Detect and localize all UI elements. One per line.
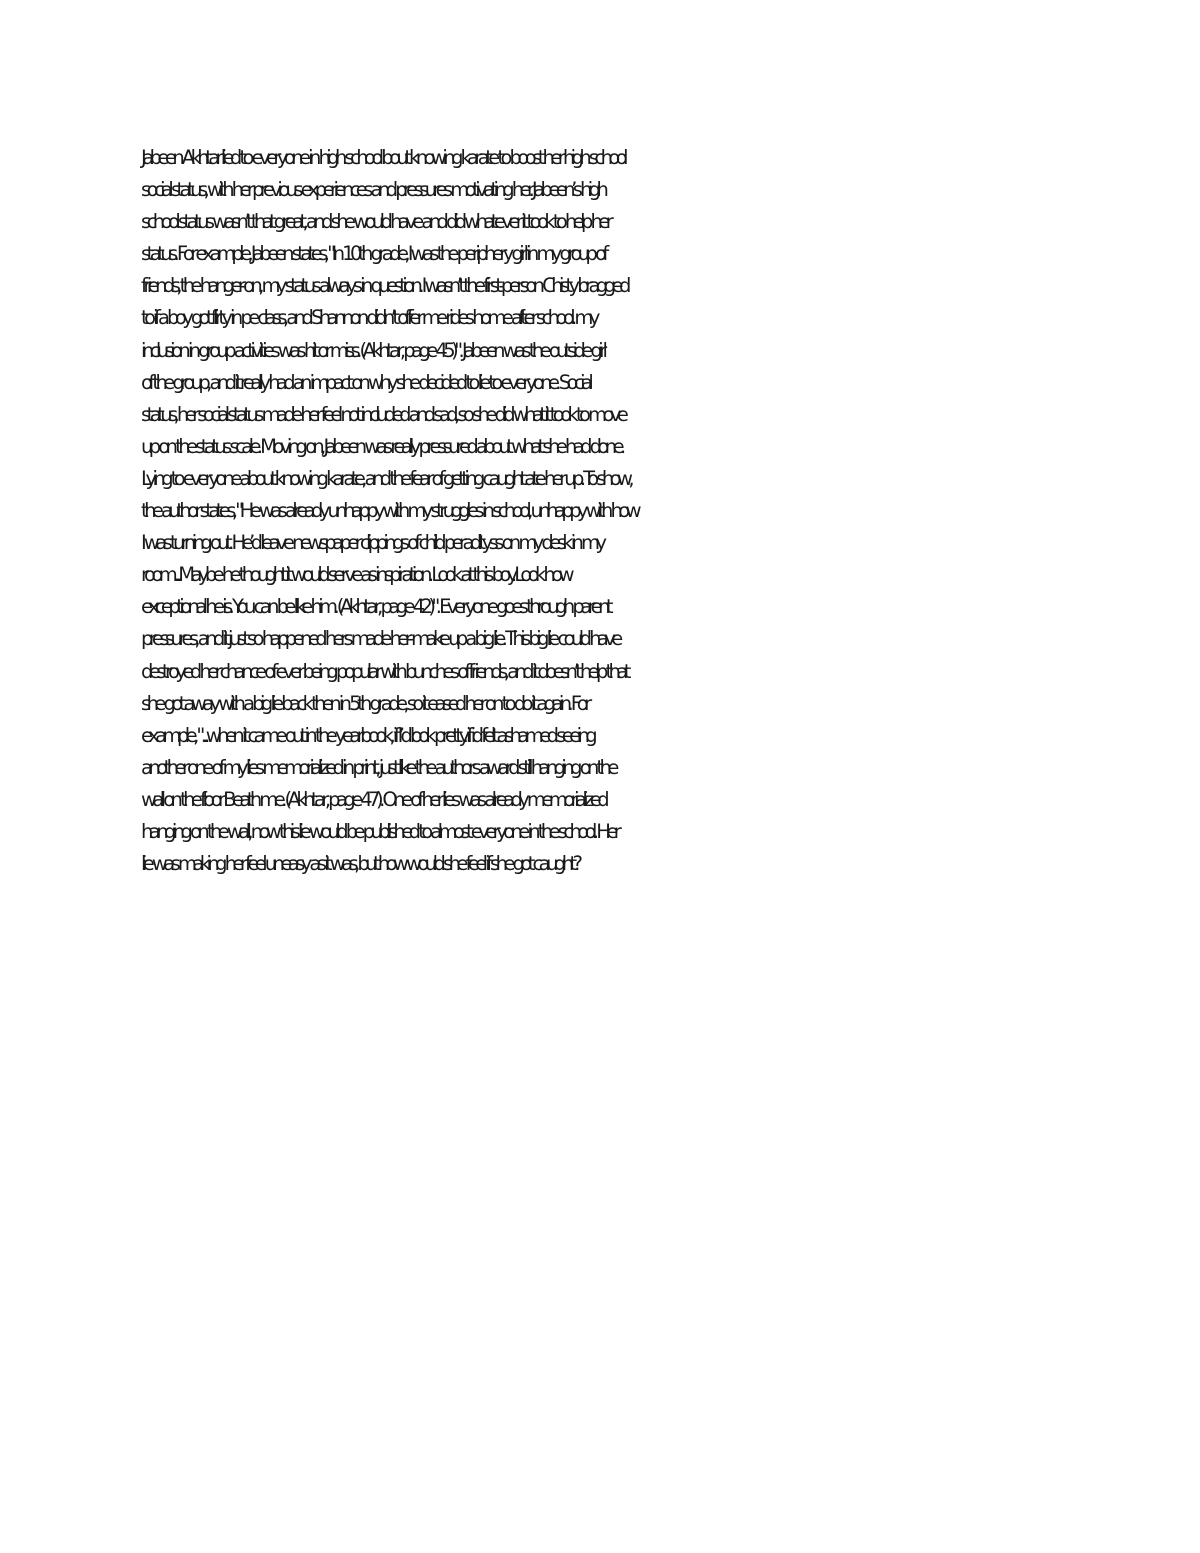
paragraph-line: social status, with her previous experiences and pressures motivating her. Jabeen’s high — [141, 178, 605, 202]
paragraph-line: inclusion in group activities was hit or miss. (Akhtar, page 45)". Jabeen was the outside girl — [141, 338, 604, 362]
paragraph-line: room...Maybe he thought it would serve as inspiration. Look at this boy. Look how — [141, 563, 570, 587]
paragraph-line: wall on the floor Beath me. (Akhtar, page 47). One of her lies was already memorialized — [141, 787, 606, 811]
paragraph-line: pressures, and it just so happened hers made her- make up a big lie. This big lie could have — [141, 627, 619, 651]
paragraph-line: school status wasn’t that great, and she would have and did whatever it took to help her — [141, 210, 610, 234]
paragraph-line: she got away with a big lie back then in 5th grade, so it eased her on to do it again. For — [141, 691, 588, 715]
paragraph-line: up on the status scale. Moving on, Jabeen was really pressured about what she had done. — [141, 434, 622, 458]
paragraph-line: of the group, and it really had an impact on why she decided to lie to everyone. Social — [141, 370, 590, 394]
paragraph-line: I was turning out. He’d leave newspaper clippings of child peradityss on my desk in my — [141, 531, 603, 555]
paragraph-line: exceptional he is. You can be like him. (Akhtar, page 42)". Everyone goes through parent — [141, 595, 609, 619]
paragraph-line: example, "...when it came out in the yearbook, if I’d look pretty. if id felt ashamed seeing — [141, 723, 594, 747]
paragraph-line: the author states, "He was already unhappy with my struggles in school, unhappy with how — [141, 499, 638, 523]
paragraph-line: Lying to everyone about knowing karate, and the fear of getting caught ate her up. To show, — [141, 466, 631, 490]
paragraph-line: friends, the hanger-on, my status always in question. I wasn’t the first-person Chisty bragged — [141, 274, 627, 298]
paragraph-line: status. For example, Jabeen states, "In 10th grade, I was the periphery girl in my group of — [141, 242, 605, 266]
paragraph-line: to if a boy got flirty in pe class, and Shannon didn’t offer me rides home after school. my — [141, 306, 596, 330]
paragraph-line: status, her social status made her feel not included and sad, so she did what it took to move — [141, 402, 625, 426]
paragraph-line: destroyed her chance of ever being popular with bunches of friends, and it doesn’t help that — [141, 659, 627, 683]
paragraph-line: lie was making her feel uneasy as it was, but how would she feel if she got caught? — [141, 852, 579, 876]
paragraph-line: another one of my lies memorialized in print, just like the authors award still hanging on the — [141, 755, 615, 779]
essay-paragraph — [141, 142, 1081, 880]
paragraph-line: Jabeen Akhtar lied to everyone in high school bout knowing karate to boost her high school — [141, 146, 625, 169]
paragraph-line: hanging on the wall, now this lie would be published to almost everyone in the school. Her — [141, 819, 618, 843]
